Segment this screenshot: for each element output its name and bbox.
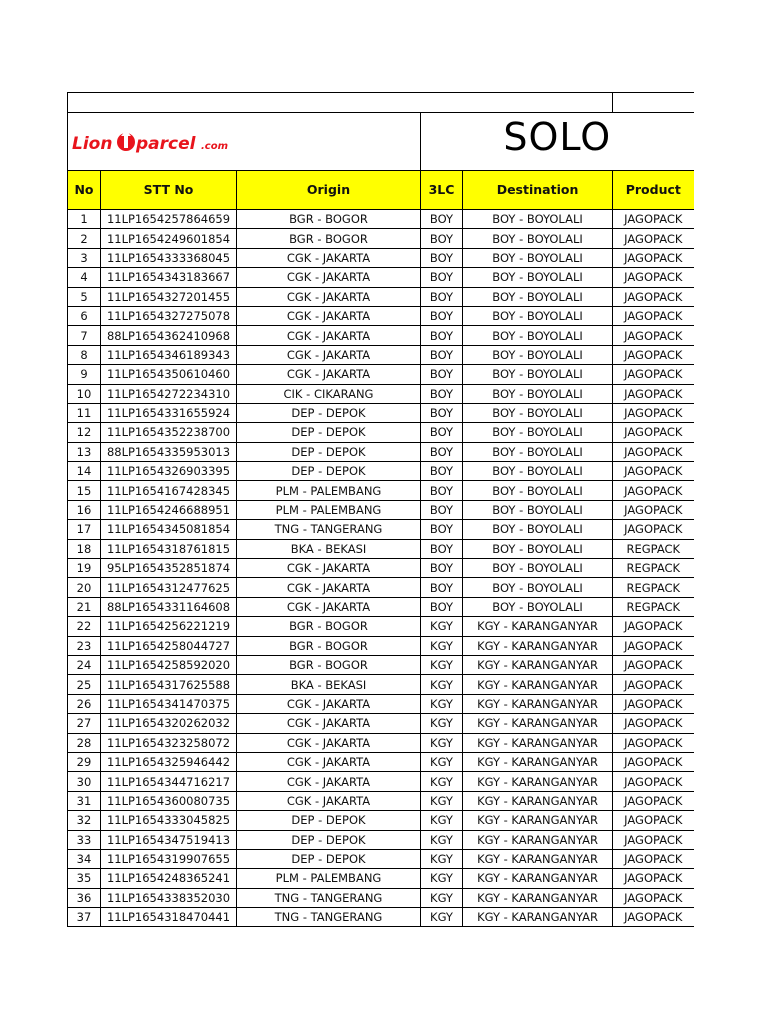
cell-stt-no[interactable]: 11LP1654333045825 xyxy=(101,811,237,830)
cell-stt-no[interactable]: 11LP1654344716217 xyxy=(101,772,237,791)
table-row xyxy=(68,403,694,422)
cell-3lc[interactable]: KGY xyxy=(421,655,463,674)
header-product[interactable]: Product xyxy=(613,171,694,210)
table-row xyxy=(68,617,694,636)
cell-stt-no[interactable]: 11LP1654338352030 xyxy=(101,888,237,907)
cell-no[interactable]: 13 xyxy=(68,442,101,461)
cell-origin[interactable]: DEP - DEPOK xyxy=(237,462,421,481)
cell-product[interactable]: JAGOPACK xyxy=(613,520,694,539)
table-row xyxy=(68,655,694,674)
cell-no[interactable]: 35 xyxy=(68,869,101,888)
cell-destination[interactable]: BOY - BOYOLALI xyxy=(463,423,613,442)
city-title-cell[interactable] xyxy=(421,113,694,171)
cell-origin[interactable]: CGK - JAKARTA xyxy=(237,326,421,345)
cell-product[interactable]: JAGOPACK xyxy=(613,403,694,422)
cell-3lc[interactable]: KGY xyxy=(421,888,463,907)
header-row xyxy=(68,171,694,210)
cell-3lc[interactable]: BOY xyxy=(421,462,463,481)
table-row xyxy=(68,811,694,830)
cell-origin[interactable]: BGR - BOGOR xyxy=(237,210,421,229)
blank-cell[interactable] xyxy=(68,93,613,113)
cell-origin[interactable]: CGK - JAKARTA xyxy=(237,791,421,810)
lion-parcel-logo-icon xyxy=(70,122,250,162)
cell-stt-no[interactable]: 11LP1654258592020 xyxy=(101,655,237,674)
cell-product[interactable]: JAGOPACK xyxy=(613,908,694,927)
cell-origin[interactable]: TNG - TANGERANG xyxy=(237,908,421,927)
cell-no[interactable]: 3 xyxy=(68,248,101,267)
cell-3lc[interactable]: BOY xyxy=(421,287,463,306)
cell-destination[interactable]: BOY - BOYOLALI xyxy=(463,578,613,597)
cell-3lc[interactable]: KGY xyxy=(421,617,463,636)
cell-product[interactable]: JAGOPACK xyxy=(613,636,694,655)
table-row xyxy=(68,869,694,888)
cell-destination[interactable]: BOY - BOYOLALI xyxy=(463,384,613,403)
table-row xyxy=(68,462,694,481)
cell-no[interactable]: 37 xyxy=(68,908,101,927)
cell-destination[interactable]: BOY - BOYOLALI xyxy=(463,559,613,578)
table-row xyxy=(68,442,694,461)
cell-origin[interactable]: CGK - JAKARTA xyxy=(237,597,421,616)
cell-destination[interactable]: BOY - BOYOLALI xyxy=(463,481,613,500)
cell-no[interactable]: 34 xyxy=(68,849,101,868)
cell-origin[interactable]: CGK - JAKARTA xyxy=(237,306,421,325)
cell-3lc[interactable]: BOY xyxy=(421,268,463,287)
cell-no[interactable]: 9 xyxy=(68,365,101,384)
cell-origin[interactable]: CGK - JAKARTA xyxy=(237,287,421,306)
cell-no[interactable]: 2 xyxy=(68,229,101,248)
cell-stt-no[interactable]: 11LP1654317625588 xyxy=(101,675,237,694)
cell-product[interactable]: JAGOPACK xyxy=(613,849,694,868)
cell-3lc[interactable]: BOY xyxy=(421,423,463,442)
table-row xyxy=(68,287,694,306)
table-row xyxy=(68,772,694,791)
cell-no[interactable]: 6 xyxy=(68,306,101,325)
cell-product[interactable]: JAGOPACK xyxy=(613,268,694,287)
cell-3lc[interactable]: BOY xyxy=(421,481,463,500)
cell-3lc[interactable]: BOY xyxy=(421,306,463,325)
cell-origin[interactable]: CGK - JAKARTA xyxy=(237,268,421,287)
cell-no[interactable]: 36 xyxy=(68,888,101,907)
cell-destination[interactable]: KGY - KARANGANYAR xyxy=(463,733,613,752)
cell-3lc[interactable]: BOY xyxy=(421,520,463,539)
cell-no[interactable]: 17 xyxy=(68,520,101,539)
cell-origin[interactable]: CIK - CIKARANG xyxy=(237,384,421,403)
cell-stt-no[interactable]: 11LP1654258044727 xyxy=(101,636,237,655)
cell-product[interactable]: JAGOPACK xyxy=(613,617,694,636)
cell-stt-no[interactable]: 11LP1654167428345 xyxy=(101,481,237,500)
cell-product[interactable]: REGPACK xyxy=(613,559,694,578)
header-origin[interactable]: Origin xyxy=(237,171,421,210)
table-row xyxy=(68,481,694,500)
cell-stt-no[interactable]: 11LP1654360080735 xyxy=(101,791,237,810)
cell-no[interactable]: 18 xyxy=(68,539,101,558)
cell-3lc[interactable]: KGY xyxy=(421,636,463,655)
cell-product[interactable]: JAGOPACK xyxy=(613,229,694,248)
cell-product[interactable]: JAGOPACK xyxy=(613,442,694,461)
cell-product[interactable]: REGPACK xyxy=(613,597,694,616)
table-row xyxy=(68,539,694,558)
cell-no[interactable]: 21 xyxy=(68,597,101,616)
cell-no[interactable]: 31 xyxy=(68,791,101,810)
cell-destination[interactable]: BOY - BOYOLALI xyxy=(463,365,613,384)
cell-no[interactable]: 27 xyxy=(68,714,101,733)
cell-no[interactable]: 16 xyxy=(68,500,101,519)
cell-3lc[interactable]: KGY xyxy=(421,694,463,713)
table-row xyxy=(68,830,694,849)
cell-destination[interactable]: BOY - BOYOLALI xyxy=(463,287,613,306)
cell-destination[interactable]: BOY - BOYOLALI xyxy=(463,403,613,422)
cell-origin[interactable]: CGK - JAKARTA xyxy=(237,578,421,597)
cell-origin[interactable]: DEP - DEPOK xyxy=(237,403,421,422)
table-row xyxy=(68,210,694,229)
cell-product[interactable]: JAGOPACK xyxy=(613,462,694,481)
cell-product[interactable]: JAGOPACK xyxy=(613,500,694,519)
cell-no[interactable]: 23 xyxy=(68,636,101,655)
cell-destination[interactable]: BOY - BOYOLALI xyxy=(463,539,613,558)
cell-3lc[interactable]: BOY xyxy=(421,539,463,558)
logo-cell[interactable] xyxy=(68,113,421,171)
cell-stt-no[interactable]: 95LP1654352851874 xyxy=(101,559,237,578)
cell-destination[interactable]: KGY - KARANGANYAR xyxy=(463,694,613,713)
title-row xyxy=(68,113,694,171)
table-row xyxy=(68,306,694,325)
table-row xyxy=(68,229,694,248)
cell-3lc[interactable]: BOY xyxy=(421,578,463,597)
cell-origin[interactable]: CGK - JAKARTA xyxy=(237,694,421,713)
cell-destination[interactable]: KGY - KARANGANYAR xyxy=(463,811,613,830)
cell-destination[interactable]: BOY - BOYOLALI xyxy=(463,597,613,616)
cell-stt-no[interactable]: 11LP1654346189343 xyxy=(101,345,237,364)
cell-destination[interactable]: KGY - KARANGANYAR xyxy=(463,636,613,655)
table-row xyxy=(68,597,694,616)
cell-origin[interactable]: CGK - JAKARTA xyxy=(237,752,421,771)
cell-3lc[interactable]: KGY xyxy=(421,830,463,849)
table-row xyxy=(68,384,694,403)
cell-no[interactable]: 20 xyxy=(68,578,101,597)
cell-origin[interactable]: DEP - DEPOK xyxy=(237,811,421,830)
cell-origin[interactable]: BGR - BOGOR xyxy=(237,229,421,248)
cell-destination[interactable]: BOY - BOYOLALI xyxy=(463,306,613,325)
cell-stt-no[interactable]: 11LP1654331655924 xyxy=(101,403,237,422)
cell-stt-no[interactable]: 11LP1654246688951 xyxy=(101,500,237,519)
cell-3lc[interactable]: KGY xyxy=(421,675,463,694)
cell-origin[interactable]: BGR - BOGOR xyxy=(237,655,421,674)
table-row xyxy=(68,578,694,597)
cell-3lc[interactable]: KGY xyxy=(421,714,463,733)
cell-3lc[interactable]: KGY xyxy=(421,772,463,791)
cell-product[interactable]: JAGOPACK xyxy=(613,248,694,267)
cell-product[interactable]: JAGOPACK xyxy=(613,306,694,325)
table-row xyxy=(68,520,694,539)
cell-stt-no[interactable]: 11LP1654319907655 xyxy=(101,849,237,868)
cell-product[interactable]: JAGOPACK xyxy=(613,655,694,674)
cell-origin[interactable]: PLM - PALEMBANG xyxy=(237,869,421,888)
cell-3lc[interactable]: BOY xyxy=(421,597,463,616)
cell-product[interactable]: JAGOPACK xyxy=(613,733,694,752)
cell-product[interactable]: JAGOPACK xyxy=(613,481,694,500)
blank-cell[interactable] xyxy=(613,93,694,113)
table-row xyxy=(68,675,694,694)
header-no[interactable]: No xyxy=(68,171,101,210)
cell-3lc[interactable]: BOY xyxy=(421,559,463,578)
cell-no[interactable]: 30 xyxy=(68,772,101,791)
cell-product[interactable]: JAGOPACK xyxy=(613,210,694,229)
cell-3lc[interactable]: KGY xyxy=(421,733,463,752)
cell-origin[interactable]: CGK - JAKARTA xyxy=(237,559,421,578)
cell-stt-no[interactable]: 11LP1654347519413 xyxy=(101,830,237,849)
cell-3lc[interactable]: BOY xyxy=(421,403,463,422)
cell-stt-no[interactable]: 11LP1654312477625 xyxy=(101,578,237,597)
cell-destination[interactable]: BOY - BOYOLALI xyxy=(463,520,613,539)
cell-origin[interactable]: DEP - DEPOK xyxy=(237,849,421,868)
cell-origin[interactable]: BGR - BOGOR xyxy=(237,617,421,636)
cell-3lc[interactable]: BOY xyxy=(421,500,463,519)
cell-stt-no[interactable]: 11LP1654320262032 xyxy=(101,714,237,733)
cell-stt-no[interactable]: 11LP1654352238700 xyxy=(101,423,237,442)
cell-3lc[interactable]: BOY xyxy=(421,210,463,229)
cell-origin[interactable]: CGK - JAKARTA xyxy=(237,365,421,384)
cell-no[interactable]: 32 xyxy=(68,811,101,830)
table-row xyxy=(68,248,694,267)
table-row xyxy=(68,423,694,442)
cell-product[interactable]: REGPACK xyxy=(613,578,694,597)
cell-origin[interactable]: BKA - BEKASI xyxy=(237,675,421,694)
cell-product[interactable]: JAGOPACK xyxy=(613,752,694,771)
cell-stt-no[interactable]: 11LP1654323258072 xyxy=(101,733,237,752)
cell-origin[interactable]: CGK - JAKARTA xyxy=(237,714,421,733)
cell-destination[interactable]: KGY - KARANGANYAR xyxy=(463,655,613,674)
cell-stt-no[interactable]: 11LP1654318761815 xyxy=(101,539,237,558)
cell-3lc[interactable]: BOY xyxy=(421,442,463,461)
cell-no[interactable]: 15 xyxy=(68,481,101,500)
cell-3lc[interactable]: KGY xyxy=(421,908,463,927)
cell-3lc[interactable]: BOY xyxy=(421,229,463,248)
cell-stt-no[interactable]: 11LP1654341470375 xyxy=(101,694,237,713)
cell-destination[interactable]: KGY - KARANGANYAR xyxy=(463,752,613,771)
table-row xyxy=(68,636,694,655)
cell-origin[interactable]: DEP - DEPOK xyxy=(237,442,421,461)
table-row xyxy=(68,326,694,345)
cell-no[interactable]: 8 xyxy=(68,345,101,364)
table-row xyxy=(68,791,694,810)
cell-stt-no[interactable]: 11LP1654345081854 xyxy=(101,520,237,539)
cell-destination[interactable]: BOY - BOYOLALI xyxy=(463,326,613,345)
cell-no[interactable]: 5 xyxy=(68,287,101,306)
cell-origin[interactable]: DEP - DEPOK xyxy=(237,830,421,849)
svg-text:.com: .com xyxy=(201,140,229,152)
cell-3lc[interactable]: BOY xyxy=(421,365,463,384)
cell-no[interactable]: 14 xyxy=(68,462,101,481)
cell-destination[interactable]: BOY - BOYOLALI xyxy=(463,462,613,481)
table-row xyxy=(68,365,694,384)
cell-no[interactable]: 1 xyxy=(68,210,101,229)
cell-product[interactable]: REGPACK xyxy=(613,539,694,558)
cell-origin[interactable]: PLM - PALEMBANG xyxy=(237,481,421,500)
cell-3lc[interactable]: BOY xyxy=(421,345,463,364)
cell-product[interactable]: JAGOPACK xyxy=(613,365,694,384)
cell-destination[interactable]: BOY - BOYOLALI xyxy=(463,268,613,287)
cell-3lc[interactable]: BOY xyxy=(421,326,463,345)
cell-product[interactable]: JAGOPACK xyxy=(613,888,694,907)
cell-stt-no[interactable]: 11LP1654325946442 xyxy=(101,752,237,771)
cell-destination[interactable]: BOY - BOYOLALI xyxy=(463,229,613,248)
cell-product[interactable]: JAGOPACK xyxy=(613,326,694,345)
cell-destination[interactable]: KGY - KARANGANYAR xyxy=(463,675,613,694)
table-row xyxy=(68,500,694,519)
cell-stt-no[interactable]: 11LP1654272234310 xyxy=(101,384,237,403)
cell-origin[interactable]: CGK - JAKARTA xyxy=(237,772,421,791)
cell-no[interactable]: 33 xyxy=(68,830,101,849)
cell-stt-no[interactable]: 11LP1654350610460 xyxy=(101,365,237,384)
cell-product[interactable]: JAGOPACK xyxy=(613,384,694,403)
header-destination[interactable]: Destination xyxy=(463,171,613,210)
table-row xyxy=(68,888,694,907)
cell-destination[interactable]: BOY - BOYOLALI xyxy=(463,210,613,229)
cell-product[interactable]: JAGOPACK xyxy=(613,830,694,849)
cell-stt-no[interactable]: 11LP1654318470441 xyxy=(101,908,237,927)
cell-destination[interactable]: KGY - KARANGANYAR xyxy=(463,772,613,791)
lion-parcel-logo xyxy=(68,113,420,170)
cell-product[interactable]: JAGOPACK xyxy=(613,869,694,888)
cell-product[interactable]: JAGOPACK xyxy=(613,423,694,442)
cell-product[interactable]: JAGOPACK xyxy=(613,772,694,791)
cell-destination[interactable]: KGY - KARANGANYAR xyxy=(463,617,613,636)
cell-no[interactable]: 25 xyxy=(68,675,101,694)
cell-destination[interactable]: BOY - BOYOLALI xyxy=(463,345,613,364)
cell-origin[interactable]: TNG - TANGERANG xyxy=(237,888,421,907)
table-row xyxy=(68,559,694,578)
table-row xyxy=(68,694,694,713)
shipment-sheet xyxy=(67,92,693,927)
cell-origin[interactable]: BGR - BOGOR xyxy=(237,636,421,655)
shipment-table xyxy=(67,92,694,927)
cell-origin[interactable]: CGK - JAKARTA xyxy=(237,248,421,267)
table-row xyxy=(68,268,694,287)
cell-no[interactable]: 24 xyxy=(68,655,101,674)
cell-no[interactable]: 28 xyxy=(68,733,101,752)
cell-destination[interactable]: BOY - BOYOLALI xyxy=(463,442,613,461)
cell-stt-no[interactable]: 88LP1654331164608 xyxy=(101,597,237,616)
cell-origin[interactable]: TNG - TANGERANG xyxy=(237,520,421,539)
cell-origin[interactable]: CGK - JAKARTA xyxy=(237,345,421,364)
cell-stt-no[interactable]: 11LP1654333368045 xyxy=(101,248,237,267)
cell-product[interactable]: JAGOPACK xyxy=(613,714,694,733)
city-title: SOLO xyxy=(503,115,612,159)
cell-stt-no[interactable]: 11LP1654249601854 xyxy=(101,229,237,248)
cell-stt-no[interactable]: 11LP1654327201455 xyxy=(101,287,237,306)
cell-origin[interactable]: CGK - JAKARTA xyxy=(237,733,421,752)
cell-stt-no[interactable]: 11LP1654256221219 xyxy=(101,617,237,636)
cell-destination[interactable]: KGY - KARANGANYAR xyxy=(463,830,613,849)
cell-destination[interactable]: BOY - BOYOLALI xyxy=(463,248,613,267)
cell-no[interactable]: 19 xyxy=(68,559,101,578)
cell-stt-no[interactable]: 88LP1654335953013 xyxy=(101,442,237,461)
cell-no[interactable]: 26 xyxy=(68,694,101,713)
svg-text:parcel: parcel xyxy=(136,133,196,154)
cell-3lc[interactable]: KGY xyxy=(421,791,463,810)
cell-product[interactable]: JAGOPACK xyxy=(613,811,694,830)
cell-origin[interactable]: DEP - DEPOK xyxy=(237,423,421,442)
cell-product[interactable]: JAGOPACK xyxy=(613,791,694,810)
cell-destination[interactable]: KGY - KARANGANYAR xyxy=(463,849,613,868)
cell-no[interactable]: 10 xyxy=(68,384,101,403)
cell-stt-no[interactable]: 11LP1654327275078 xyxy=(101,306,237,325)
cell-3lc[interactable]: BOY xyxy=(421,384,463,403)
cell-3lc[interactable]: BOY xyxy=(421,248,463,267)
cell-no[interactable]: 22 xyxy=(68,617,101,636)
table-row xyxy=(68,345,694,364)
cell-product[interactable]: JAGOPACK xyxy=(613,675,694,694)
table-row xyxy=(68,733,694,752)
cell-stt-no[interactable]: 11LP1654343183667 xyxy=(101,268,237,287)
cell-product[interactable]: JAGOPACK xyxy=(613,345,694,364)
cell-no[interactable]: 29 xyxy=(68,752,101,771)
cell-destination[interactable]: KGY - KARANGANYAR xyxy=(463,869,613,888)
table-row xyxy=(68,908,694,927)
table-row xyxy=(68,714,694,733)
cell-destination[interactable]: KGY - KARANGANYAR xyxy=(463,888,613,907)
cell-product[interactable]: JAGOPACK xyxy=(613,694,694,713)
cell-stt-no[interactable]: 11LP1654248365241 xyxy=(101,869,237,888)
cell-origin[interactable]: PLM - PALEMBANG xyxy=(237,500,421,519)
cell-stt-no[interactable]: 88LP1654362410968 xyxy=(101,326,237,345)
table-row xyxy=(68,849,694,868)
cell-no[interactable]: 12 xyxy=(68,423,101,442)
cell-destination[interactable]: KGY - KARANGANYAR xyxy=(463,908,613,927)
blank-top-row xyxy=(68,93,694,113)
cell-no[interactable]: 4 xyxy=(68,268,101,287)
cell-destination[interactable]: KGY - KARANGANYAR xyxy=(463,714,613,733)
cell-no[interactable]: 7 xyxy=(68,326,101,345)
table-row xyxy=(68,752,694,771)
cell-product[interactable]: JAGOPACK xyxy=(613,287,694,306)
cell-origin[interactable]: BKA - BEKASI xyxy=(237,539,421,558)
cell-stt-no[interactable]: 11LP1654326903395 xyxy=(101,462,237,481)
cell-3lc[interactable]: KGY xyxy=(421,811,463,830)
cell-3lc[interactable]: KGY xyxy=(421,752,463,771)
cell-no[interactable]: 11 xyxy=(68,403,101,422)
cell-3lc[interactable]: KGY xyxy=(421,869,463,888)
cell-destination[interactable]: BOY - BOYOLALI xyxy=(463,500,613,519)
header-3lc[interactable]: 3LC xyxy=(421,171,463,210)
svg-text:Lion: Lion xyxy=(72,133,113,154)
cell-destination[interactable]: KGY - KARANGANYAR xyxy=(463,791,613,810)
cell-3lc[interactable]: KGY xyxy=(421,849,463,868)
cell-stt-no[interactable]: 11LP1654257864659 xyxy=(101,210,237,229)
header-stt-no[interactable]: STT No xyxy=(101,171,237,210)
